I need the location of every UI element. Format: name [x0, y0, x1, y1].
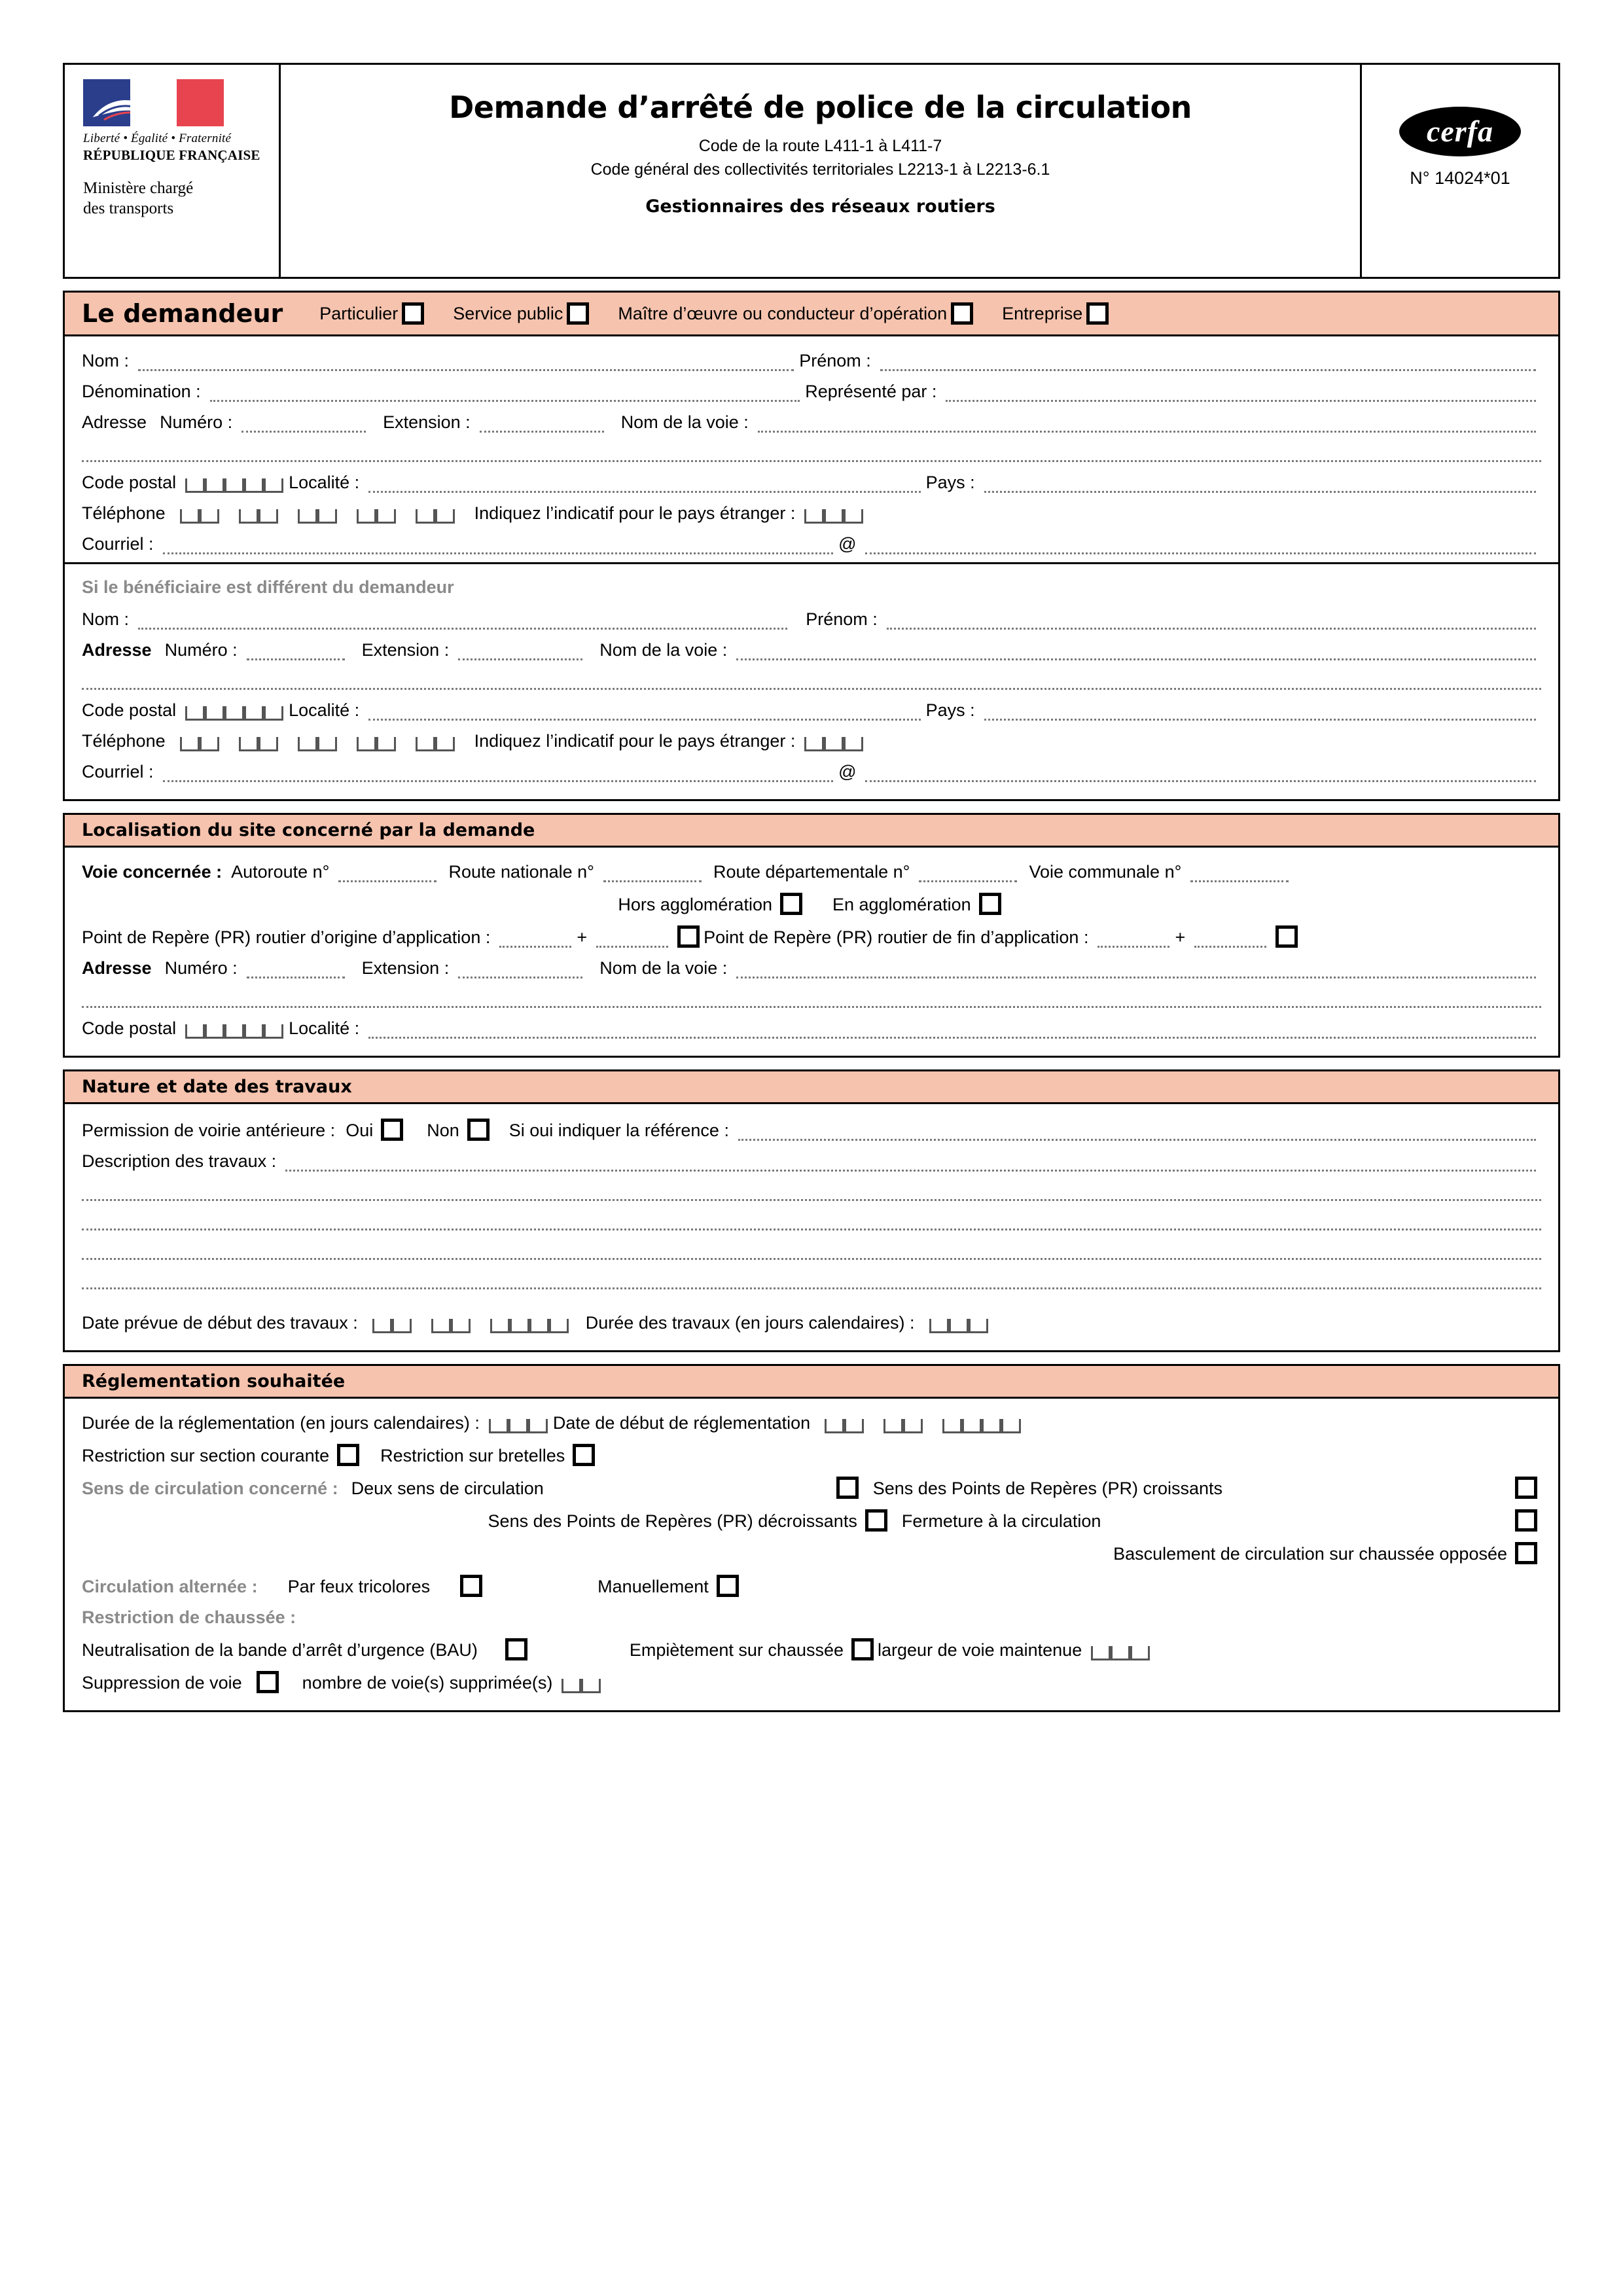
- input-nom[interactable]: [138, 352, 794, 371]
- checkbox-restriction-section[interactable]: [337, 1444, 359, 1466]
- label-par-feux: Par feux tricolores: [287, 1577, 431, 1596]
- travaux-band: Nature et date des travaux: [65, 1071, 1558, 1104]
- checkbox-pr-decroissants[interactable]: [865, 1509, 887, 1532]
- label-si-oui-reference: Si oui indiquer la référence :: [508, 1121, 729, 1140]
- localisation-body: [65, 848, 1558, 1056]
- label-benef-adresse: Adresse: [82, 640, 152, 660]
- input-description-travaux-4[interactable]: [82, 1241, 1541, 1260]
- input-benef-numero[interactable]: [247, 641, 345, 660]
- input-voie-communale[interactable]: [1190, 863, 1289, 882]
- label-code-postal: Code postal: [82, 473, 177, 492]
- input-benef-prenom[interactable]: [887, 611, 1536, 630]
- label-denomination: Dénomination :: [82, 382, 201, 401]
- label-duree-travaux: Durée des travaux (en jours calendaires) :: [585, 1313, 915, 1333]
- row-dates-travaux: [82, 1313, 1541, 1333]
- row-benef-courriel: [82, 762, 1541, 782]
- label-description-travaux: Description des travaux :: [82, 1151, 277, 1171]
- input-nombre-voies[interactable]: [562, 1679, 601, 1693]
- label-localite: Localité :: [289, 473, 360, 492]
- label-restriction-chaussee: Restriction de chaussée :: [82, 1607, 296, 1627]
- label-benef-pays: Pays :: [925, 700, 975, 720]
- row-description-travaux: [82, 1151, 1541, 1172]
- checkbox-empietement[interactable]: [851, 1638, 874, 1660]
- option-entreprise-label: Entreprise: [1002, 303, 1083, 323]
- checkbox-basculement[interactable]: [1515, 1542, 1537, 1564]
- option-particulier-label: Particulier: [319, 303, 399, 323]
- input-route-nationale[interactable]: [603, 863, 702, 882]
- option-maitre-oeuvre[interactable]: [618, 302, 977, 325]
- label-hors-agglomeration: Hors agglomération: [618, 895, 772, 914]
- label-nom-voie: Nom de la voie :: [620, 412, 749, 432]
- option-service-public[interactable]: [453, 302, 593, 325]
- input-duree-travaux[interactable]: [929, 1319, 988, 1333]
- input-pr-fin-1[interactable]: [1097, 929, 1169, 948]
- input-extension[interactable]: [480, 414, 604, 433]
- demandeur-title: Le demandeur: [82, 299, 283, 328]
- input-prenom[interactable]: [880, 352, 1536, 371]
- checkbox-fermeture[interactable]: [1515, 1509, 1537, 1532]
- label-nom: Nom :: [82, 351, 130, 370]
- checkbox-neutralisation[interactable]: [505, 1638, 527, 1660]
- input-benef-nom[interactable]: [138, 611, 787, 630]
- devise-text: Liberté • Égalité • Fraternité: [83, 132, 232, 145]
- label-adresse: Adresse: [82, 412, 147, 432]
- label-pr-decroissants: Sens des Points de Repères (PR) décroissants: [488, 1511, 857, 1531]
- input-loc-code-postal[interactable]: [185, 1024, 283, 1039]
- checkbox-deux-sens[interactable]: [836, 1477, 859, 1499]
- row-adresse: [82, 412, 1541, 433]
- cerfa-number: N° 14024*01: [1410, 168, 1510, 188]
- input-loc-numero[interactable]: [247, 960, 345, 978]
- page-title: Demande d’arrêté de police de la circulation: [449, 90, 1192, 125]
- label-permission: Permission de voirie antérieure :: [82, 1121, 336, 1140]
- input-description-travaux-5[interactable]: [82, 1270, 1541, 1289]
- input-benef-adresse-suite[interactable]: [82, 671, 1541, 690]
- input-pr-fin-2[interactable]: [1194, 929, 1266, 948]
- label-pr-fin: Point de Repère (PR) routier de fin d’application :: [704, 927, 1089, 947]
- checkbox-entreprise[interactable]: [1086, 302, 1109, 325]
- input-description-travaux-1[interactable]: [285, 1153, 1536, 1172]
- input-benef-indicatif[interactable]: [804, 737, 863, 751]
- label-route-nationale: Route nationale n°: [448, 862, 594, 882]
- row-benef-telephone: [82, 731, 1541, 751]
- label-loc-code-postal: Code postal: [82, 1018, 177, 1038]
- label-loc-numero: Numéro :: [164, 958, 238, 978]
- checkbox-suppression-voie[interactable]: [257, 1671, 279, 1693]
- header-subtitle-bold: Gestionnaires des réseaux routiers: [645, 196, 995, 217]
- input-denomination[interactable]: [210, 383, 800, 402]
- row-benef-adresse: [82, 640, 1541, 660]
- label-prenom: Prénom :: [799, 351, 871, 370]
- checkbox-pr-origine[interactable]: [677, 925, 700, 948]
- row-benef-nom-prenom: [82, 609, 1541, 630]
- label-manuellement: Manuellement: [597, 1577, 709, 1596]
- row-voie-concernee: [82, 862, 1541, 882]
- label-oui: Oui: [346, 1121, 374, 1140]
- row-benef-code-postal: [82, 700, 1541, 721]
- input-date-debut-travaux[interactable]: [367, 1319, 574, 1333]
- label-loc-localite: Localité :: [289, 1018, 360, 1038]
- label-represente-par: Représenté par :: [805, 382, 937, 401]
- checkbox-par-feux[interactable]: [460, 1575, 482, 1597]
- form-header: [63, 63, 1560, 279]
- label-restriction-bretelles: Restriction sur bretelles: [380, 1446, 565, 1465]
- input-indicatif[interactable]: [804, 509, 863, 524]
- checkbox-permission-oui[interactable]: [381, 1119, 403, 1141]
- section-demandeur: [63, 291, 1560, 801]
- input-pays[interactable]: [984, 474, 1536, 493]
- checkbox-service-public[interactable]: [567, 302, 589, 325]
- label-loc-nom-voie: Nom de la voie :: [599, 958, 728, 978]
- section-reglementation: [63, 1364, 1560, 1712]
- reglementation-body: [65, 1399, 1558, 1710]
- label-benef-extension: Extension :: [361, 640, 450, 660]
- input-description-travaux-3[interactable]: [82, 1211, 1541, 1230]
- checkbox-restriction-bretelles[interactable]: [573, 1444, 595, 1466]
- row-loc-adresse: [82, 958, 1541, 978]
- checkbox-particulier[interactable]: [402, 302, 424, 325]
- option-maitre-oeuvre-label: Maître d’œuvre ou conducteur d’opération: [618, 303, 948, 323]
- label-benef-nom-voie: Nom de la voie :: [599, 640, 728, 660]
- label-extension: Extension :: [383, 412, 471, 432]
- row-sens-circulation-1: [82, 1477, 1541, 1499]
- label-plus-origine: +: [577, 927, 588, 947]
- label-voie-concernee: Voie concernée :: [82, 862, 223, 882]
- checkbox-maitre-oeuvre[interactable]: [951, 302, 973, 325]
- cerfa-block: [1362, 65, 1558, 277]
- localisation-band: Localisation du site concerné par la demande: [65, 815, 1558, 848]
- beneficiaire-title: Si le bénéficiaire est différent du demandeur: [82, 577, 454, 597]
- travaux-body: [65, 1104, 1558, 1350]
- label-benef-numero: Numéro :: [164, 640, 238, 660]
- row-restrictions: [82, 1444, 1541, 1466]
- input-pr-origine-1[interactable]: [499, 929, 571, 948]
- legal-reference-2: Code général des collectivités territoriales L2213-1 à L2213-6.1: [590, 160, 1050, 179]
- input-courriel-local[interactable]: [163, 535, 834, 554]
- label-indicatif: Indiquez l’indicatif pour le pays étranger :: [474, 503, 796, 523]
- label-arobase: @: [838, 534, 857, 554]
- label-pr-origine: Point de Repère (PR) routier d’origine d’application :: [82, 927, 491, 947]
- label-benef-telephone: Téléphone: [82, 731, 166, 751]
- republic-logo-block: [65, 65, 281, 277]
- legal-reference-1: Code de la route L411-1 à L411-7: [698, 137, 942, 155]
- input-loc-extension[interactable]: [458, 960, 582, 978]
- input-benef-pays[interactable]: [984, 702, 1536, 721]
- label-pays: Pays :: [925, 473, 975, 492]
- row-neutralisation: [82, 1638, 1541, 1660]
- checkbox-en-agglomeration[interactable]: [979, 893, 1001, 915]
- label-circulation-alternee: Circulation alternée :: [82, 1577, 258, 1596]
- row-permission-voirie: [82, 1119, 1541, 1141]
- row-duree-reglementation: [82, 1413, 1541, 1433]
- label-benef-prenom: Prénom :: [806, 609, 878, 629]
- republique-francaise-text: RÉPUBLIQUE FRANÇAISE: [83, 147, 260, 163]
- input-represente-par[interactable]: [946, 383, 1536, 402]
- option-service-public-label: Service public: [453, 303, 563, 323]
- label-autoroute: Autoroute n°: [231, 862, 330, 882]
- input-benef-telephone[interactable]: [175, 737, 460, 751]
- row-nom-prenom: [82, 351, 1541, 371]
- input-benef-courriel-local[interactable]: [163, 763, 834, 782]
- input-benef-courriel-domain[interactable]: [865, 763, 1536, 782]
- checkbox-permission-non[interactable]: [467, 1119, 490, 1141]
- input-benef-localite[interactable]: [368, 702, 920, 721]
- option-particulier[interactable]: [319, 302, 428, 325]
- label-benef-localite: Localité :: [289, 700, 360, 720]
- section-travaux: [63, 1069, 1560, 1352]
- row-agglomeration: [82, 893, 1541, 915]
- input-benef-nom-voie[interactable]: [736, 641, 1536, 660]
- checkbox-hors-agglomeration[interactable]: [780, 893, 802, 915]
- label-neutralisation: Neutralisation de la bande d’arrêt d’urgence (BAU): [82, 1640, 478, 1660]
- input-autoroute[interactable]: [338, 863, 437, 882]
- row-telephone: [82, 503, 1541, 524]
- input-numero[interactable]: [241, 414, 366, 433]
- section-localisation: [63, 813, 1560, 1058]
- reglementation-band: Réglementation souhaitée: [65, 1366, 1558, 1399]
- label-benef-courriel: Courriel :: [82, 762, 154, 781]
- label-route-departementale: Route départementale n°: [713, 862, 910, 882]
- checkbox-pr-fin[interactable]: [1275, 925, 1298, 948]
- demandeur-body: [65, 336, 1558, 799]
- label-non: Non: [427, 1121, 459, 1140]
- label-benef-indicatif: Indiquez l’indicatif pour le pays étranger :: [474, 731, 796, 751]
- input-loc-adresse-suite[interactable]: [82, 989, 1541, 1008]
- label-loc-adresse: Adresse: [82, 958, 152, 978]
- option-entreprise[interactable]: [1002, 302, 1113, 325]
- input-code-postal[interactable]: [185, 478, 283, 493]
- input-adresse-suite[interactable]: [82, 443, 1541, 462]
- divider-beneficiaire: [65, 562, 1558, 564]
- label-benef-arobase: @: [838, 762, 857, 781]
- input-duree-reglementation[interactable]: [489, 1419, 548, 1433]
- input-telephone[interactable]: [175, 509, 460, 524]
- label-date-debut-reglementation: Date de début de réglementation: [552, 1413, 811, 1433]
- label-en-agglomeration: En agglomération: [832, 895, 971, 914]
- input-courriel-domain[interactable]: [865, 535, 1536, 554]
- label-numero: Numéro :: [160, 412, 233, 432]
- ministere-text: Ministère chargé des transports: [83, 179, 194, 218]
- checkbox-manuellement[interactable]: [717, 1575, 739, 1597]
- header-title-block: [281, 65, 1362, 277]
- label-largeur-voie: largeur de voie maintenue: [878, 1640, 1082, 1660]
- label-sens-circulation: Sens de circulation concerné :: [82, 1479, 338, 1498]
- row-sens-circulation-3: [82, 1542, 1541, 1564]
- input-localite[interactable]: [368, 474, 920, 493]
- input-loc-localite[interactable]: [368, 1020, 1536, 1039]
- row-loc-code-postal: [82, 1018, 1541, 1039]
- row-restriction-chaussee-title: [82, 1607, 1541, 1628]
- input-description-travaux-2[interactable]: [82, 1182, 1541, 1201]
- label-courriel: Courriel :: [82, 534, 154, 554]
- row-code-postal: [82, 473, 1541, 493]
- label-telephone: Téléphone: [82, 503, 166, 523]
- input-nom-voie[interactable]: [758, 414, 1536, 433]
- label-pr-croissants: Sens des Points de Repères (PR) croissants: [872, 1479, 1223, 1498]
- input-route-departementale[interactable]: [919, 863, 1017, 882]
- row-circulation-alternee: [82, 1575, 1541, 1597]
- label-restriction-section: Restriction sur section courante: [82, 1446, 330, 1465]
- label-suppression-voie: Suppression de voie: [82, 1673, 242, 1693]
- label-plus-fin: +: [1175, 927, 1186, 947]
- label-basculement: Basculement de circulation sur chaussée opposée: [1113, 1544, 1507, 1564]
- row-sens-circulation-2: [82, 1509, 1541, 1532]
- input-reference[interactable]: [738, 1122, 1536, 1141]
- input-benef-extension[interactable]: [458, 641, 582, 660]
- row-courriel: [82, 534, 1541, 554]
- label-voie-communale: Voie communale n°: [1029, 862, 1182, 882]
- row-points-repere: [82, 925, 1541, 948]
- input-benef-code-postal[interactable]: [185, 706, 283, 721]
- demandeur-band: [65, 293, 1558, 336]
- label-benef-nom: Nom :: [82, 609, 130, 629]
- row-denomination: [82, 382, 1541, 402]
- label-empietement: Empiètement sur chaussée: [629, 1640, 844, 1660]
- label-deux-sens: Deux sens de circulation: [351, 1479, 544, 1498]
- label-date-debut-travaux: Date prévue de début des travaux :: [82, 1313, 358, 1333]
- label-loc-extension: Extension :: [361, 958, 450, 978]
- cerfa-logo: cerfa: [1399, 107, 1521, 156]
- label-duree-reglementation: Durée de la réglementation (en jours calendaires) :: [82, 1413, 480, 1433]
- input-loc-nom-voie[interactable]: [736, 960, 1536, 978]
- label-fermeture: Fermeture à la circulation: [901, 1511, 1101, 1531]
- input-largeur-voie[interactable]: [1091, 1646, 1150, 1660]
- label-benef-code-postal: Code postal: [82, 700, 177, 720]
- checkbox-pr-croissants[interactable]: [1515, 1477, 1537, 1499]
- row-suppression-voie: [82, 1671, 1541, 1693]
- label-nombre-voies: nombre de voie(s) supprimée(s): [302, 1673, 553, 1693]
- input-pr-origine-2[interactable]: [596, 929, 668, 948]
- input-date-debut-reglementation[interactable]: [819, 1419, 1026, 1433]
